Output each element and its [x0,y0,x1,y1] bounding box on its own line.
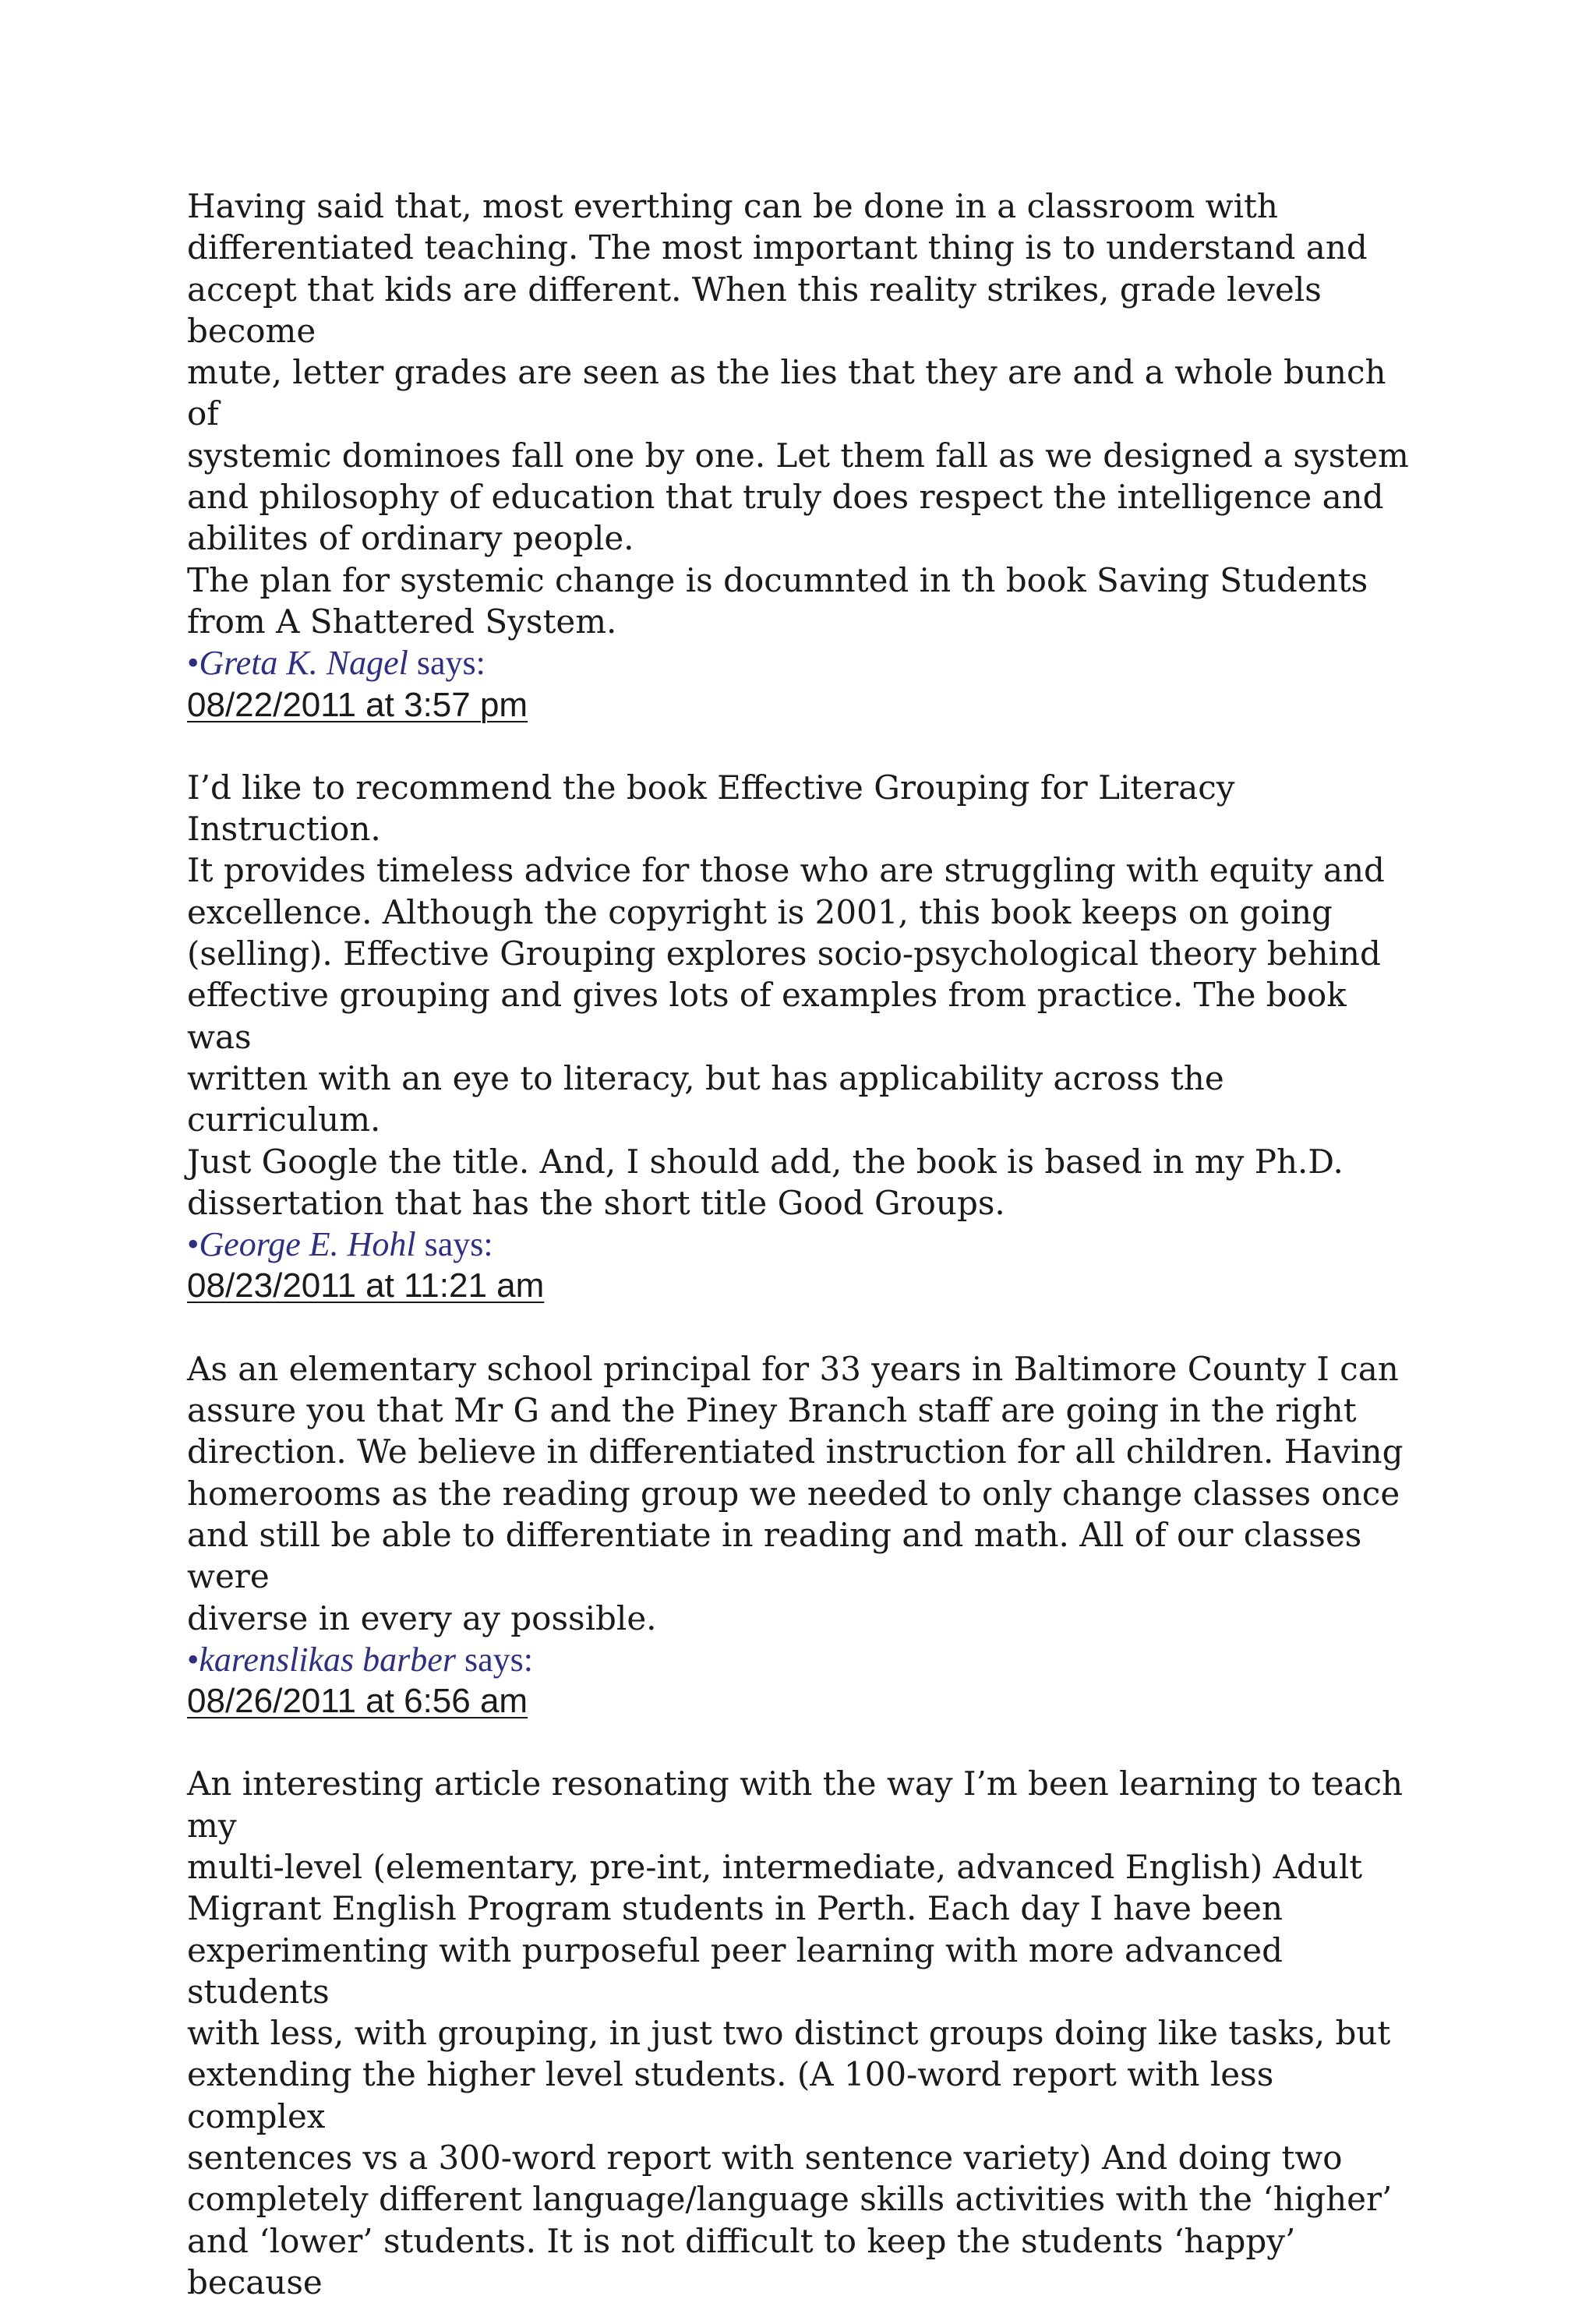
text-line: It provides timeless advice for those who are struggling with equity and [187,851,1385,890]
text-line: As an elementary school principal for 33 years in Baltimore County I can [187,1349,1399,1388]
bullet-icon: • [187,1640,200,1679]
comment-greta-nagel [187,642,1418,1224]
intro-paragraph [187,185,1418,642]
comment-timestamp-link[interactable]: 08/26/2011 at 6:56 am [187,1682,528,1721]
text-line: extending the higher level students. (A 100-word report with less complex [187,2055,1274,2135]
text-line: Just Google the title. And, I should add, the book is based in my Ph.D. [187,1142,1344,1181]
comment-timestamp-link[interactable]: 08/22/2011 at 3:57 pm [187,685,528,724]
text-line: assure you that Mr G and the Piney Branch staff are going in the right [187,1391,1357,1430]
comment-body [187,1348,1418,1639]
text-line: abilites of ordinary people. [187,519,634,558]
comment-header [187,1639,1418,1680]
text-line: effective grouping and gives lots of examples from practice. The book was [187,976,1347,1056]
comment-header [187,1224,1418,1265]
bullet-icon: • [187,1225,200,1264]
text-line: and ‘lower’ students. It is not difficult to keep the students ‘happy’ because [187,2221,1296,2301]
text-line: (selling). Effective Grouping explores socio-psychological theory behind [187,934,1381,973]
comment-author-link[interactable]: George E. Hohl [199,1225,416,1264]
timestamp-row [187,1680,1418,1722]
timestamp-row [187,1265,1418,1306]
text-line: accept that kids are different. When this reality strikes, grade levels become [187,270,1322,350]
comment-timestamp-link[interactable]: 08/23/2011 at 11:21 am [187,1266,545,1305]
comment-body [187,1763,1418,2303]
text-line: systemic dominoes fall one by one. Let them fall as we designed a system [187,436,1409,475]
comment-karenslikas-barber [187,1639,1418,2303]
text-line: I’d like to recommend the book Effective Grouping for Literacy Instruction. [187,768,1235,849]
says-label: says: [408,644,486,683]
text-line: diverse in every ay possible. [187,1598,657,1637]
text-line: mute, letter grades are seen as the lies that they are and a whole bunch of [187,353,1386,433]
text-line: with less, with grouping, in just two distinct groups doing like tasks, but [187,2014,1391,2053]
timestamp-row [187,684,1418,726]
bullet-icon: • [187,644,200,683]
text-line: written with an eye to literacy, but has applicability across the curriculum. [187,1058,1224,1139]
text-line: differentiated teaching. The most important thing is to understand and [187,228,1368,267]
text-line: and philosophy of education that truly does respect the intelligence and [187,478,1384,517]
comment-author-link[interactable]: Greta K. Nagel [199,644,408,683]
text-line: direction. We believe in differentiated instruction for all children. Having [187,1432,1404,1471]
text-line: dissertation that has the short title Good Groups. [187,1183,1005,1222]
says-label: says: [455,1640,533,1679]
text-line: Having said that, most everthing can be done in a classroom with [187,187,1278,225]
comment-body [187,767,1418,1224]
text-line: and still be able to differentiate in reading and math. All of our classes were [187,1515,1362,1596]
text-line: sentences vs a 300-word report with sentence variety) And doing two [187,2139,1343,2178]
text-line: from A Shattered System. [187,602,617,641]
comment-author-link[interactable]: karenslikas barber [199,1640,456,1679]
text-line: Migrant English Program students in Perth. Each day I have been [187,1889,1283,1928]
text-line: homerooms as the reading group we needed to only change classes once [187,1474,1400,1513]
says-label: says: [415,1225,493,1264]
text-line: completely different language/language skills activities with the ‘higher’ [187,2180,1393,2219]
text-line: excellence. Although the copyright is 2001, this book keeps on going [187,892,1333,931]
text-line: multi-level (elementary, pre-int, intermediate, advanced English) Adult [187,1847,1363,1886]
text-line: The plan for systemic change is documnted in th book Saving Students [187,560,1368,599]
text-line: An interesting article resonating with the way I’m been learning to teach my [187,1764,1404,1845]
document-page [187,185,1418,2303]
comment-george-hohl [187,1224,1418,1639]
text-line: experimenting with purposeful peer learning with more advanced students [187,1930,1284,2011]
comment-header [187,642,1418,683]
